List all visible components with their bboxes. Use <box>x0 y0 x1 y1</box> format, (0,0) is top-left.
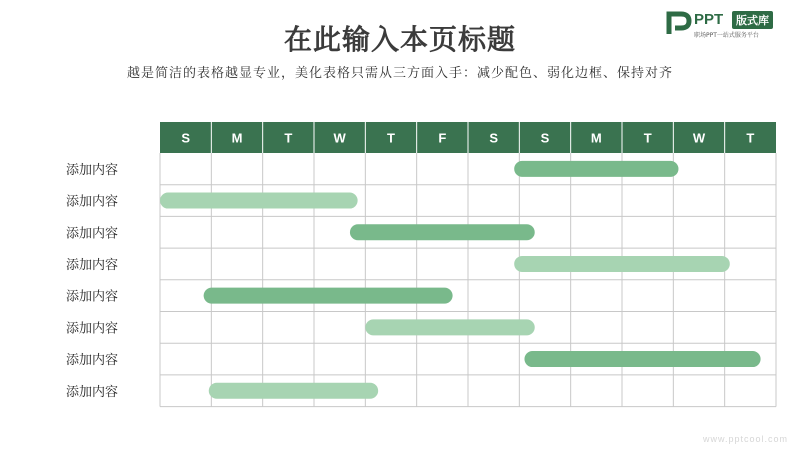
row-label: 添加内容 <box>66 226 119 242</box>
column-header-label: S <box>181 130 191 146</box>
watermark-text: www.pptcool.com <box>702 434 788 444</box>
gantt-bar <box>209 383 378 399</box>
column-header-label: S <box>540 130 550 146</box>
row-label: 添加内容 <box>66 384 119 400</box>
column-header-label: W <box>692 130 706 146</box>
page-title: 在此输入本页标题 <box>283 23 516 56</box>
column-header-label: T <box>643 130 652 146</box>
row-label: 添加内容 <box>66 289 119 305</box>
gantt-bar <box>204 288 453 304</box>
column-header-label: T <box>387 130 395 146</box>
row-label: 添加内容 <box>66 257 119 273</box>
row-label: 添加内容 <box>66 194 119 210</box>
row-label: 添加内容 <box>66 321 119 337</box>
column-header-label: W <box>333 130 346 146</box>
logo-badge: 版式库 <box>732 11 773 29</box>
column-header-label: T <box>284 130 293 146</box>
gantt-bar <box>514 161 678 177</box>
page-subtitle: 越是简洁的表格越显专业，美化表格只需从三方面入手：减少配色、弱化边框、保持对齐 <box>126 66 673 81</box>
column-header-label: M <box>231 130 243 146</box>
gantt-bar <box>350 224 535 240</box>
column-header-label: T <box>746 130 755 146</box>
gantt-bar <box>160 193 358 209</box>
column-header-label: F <box>438 130 447 146</box>
gantt-bar <box>514 256 730 272</box>
row-label: 添加内容 <box>66 162 119 178</box>
row-label: 添加内容 <box>66 353 119 369</box>
logo-brand-text: PPT <box>694 11 724 28</box>
column-header-label: S <box>489 130 499 146</box>
gantt-bar <box>365 319 534 335</box>
gantt-bar <box>524 351 760 367</box>
column-header-label: M <box>590 130 602 146</box>
logo-tagline: 职场PPT一站式服务平台 <box>694 32 759 39</box>
